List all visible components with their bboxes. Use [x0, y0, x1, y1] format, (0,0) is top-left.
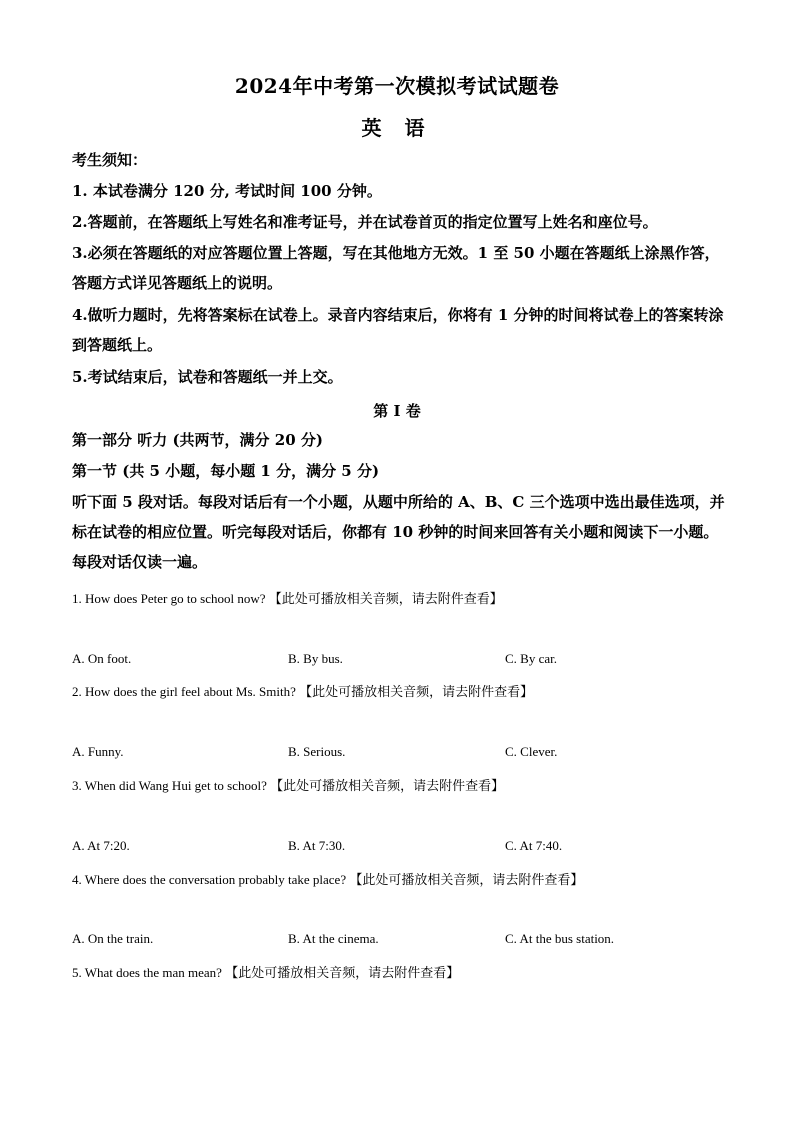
notice-item-5: 5.考试结束后，试卷和答题纸一并上交。	[72, 368, 343, 386]
question-3-options	[72, 838, 752, 856]
audio-note: 【此处可播放相关音频，请去附件查看】	[268, 592, 503, 607]
question-2-options	[72, 744, 752, 762]
option-b[interactable]: B. By bus.	[288, 651, 343, 666]
notice-item-1: 1. 本试卷满分 120 分, 考试时间 100 分钟。	[72, 182, 382, 200]
option-b[interactable]: B. At the cinema.	[288, 931, 379, 946]
option-a[interactable]: A. Funny.	[72, 744, 124, 759]
audio-note: 【此处可播放相关音频，请去附件查看】	[349, 873, 584, 888]
audio-note: 【此处可播放相关音频，请去附件查看】	[270, 779, 505, 794]
question-1-options	[72, 651, 752, 669]
option-c[interactable]: C. At 7:40.	[505, 838, 563, 853]
question-stem: 5. What does the man mean?	[72, 965, 222, 980]
question-3	[72, 775, 752, 794]
notice-item-3: 3.必须在答题纸的对应答题位置上答题，写在其他地方无效。1 至 50 小题在答题纸上涂黑作答，答题方式详见答题纸上的说明。	[72, 244, 720, 292]
listening-instructions: 听下面 5 段对话。每段对话后有一个小题，从题中所给的 A、B、C 三个选项中选出最佳选项，并标在试卷的相应位置。听完每段对话后，你都有 10 秒钟的时间来回答有关小题和阅读下一小题。每段对话仅读一遍。	[72, 493, 725, 571]
option-c[interactable]: C. Clever.	[505, 744, 558, 759]
option-b[interactable]: B. At 7:30.	[288, 838, 346, 853]
option-a[interactable]: A. On foot.	[72, 651, 132, 666]
option-c[interactable]: C. By car.	[505, 651, 557, 666]
question-1	[72, 588, 752, 607]
notice-item-4: 4.做听力题时，先将答案标在试卷上。录音内容结束后，你将有 1 分钟的时间将试卷上的答案转涂到答题纸上。	[72, 306, 724, 354]
subject-title: 英 语	[361, 116, 433, 140]
section1-heading: 第一节 (共 5 小题，每小题 1 分，满分 5 分)	[72, 462, 380, 480]
volume-heading: 第 I 卷	[373, 402, 421, 420]
option-c[interactable]: C. At the bus station.	[505, 931, 615, 946]
option-a[interactable]: A. On the train.	[72, 931, 154, 946]
question-stem: 1. How does Peter go to school now?	[72, 591, 266, 606]
notice-heading: 考生须知：	[72, 151, 148, 169]
question-4	[72, 869, 752, 888]
part1-heading: 第一部分 听力 (共两节，满分 20 分)	[72, 431, 323, 449]
question-2	[72, 681, 752, 700]
question-stem: 2. How does the girl feel about Ms. Smith?	[72, 684, 296, 699]
option-a[interactable]: A. At 7:20.	[72, 838, 130, 853]
option-b[interactable]: B. Serious.	[288, 744, 346, 759]
exam-title: 2024年中考第一次模拟考试试题卷	[234, 74, 560, 98]
question-stem: 4. Where does the conversation probably take place?	[72, 872, 347, 887]
audio-note: 【此处可播放相关音频，请去附件查看】	[299, 685, 534, 700]
notice-item-2: 2.答题前，在答题纸上写姓名和准考证号，并在试卷首页的指定位置写上姓名和座位号。	[72, 213, 658, 231]
question-4-options	[72, 931, 752, 949]
audio-note: 【此处可播放相关音频，请去附件查看】	[225, 966, 460, 981]
question-stem: 3. When did Wang Hui get to school?	[72, 778, 267, 793]
question-5	[72, 962, 752, 981]
